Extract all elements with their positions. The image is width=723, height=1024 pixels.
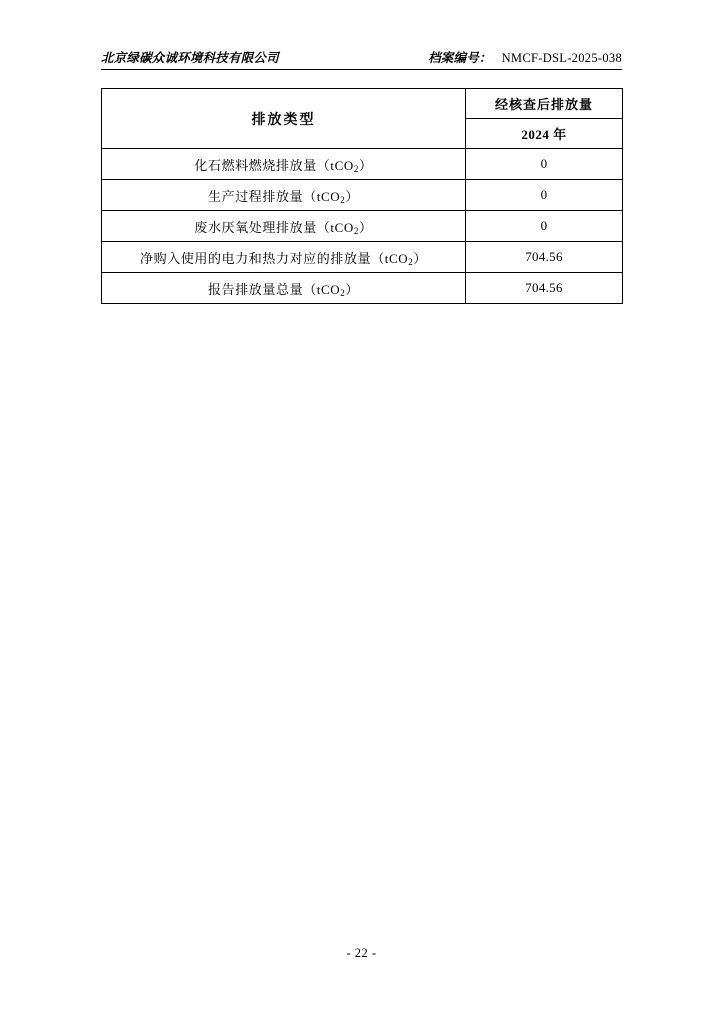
row-type-label xyxy=(102,273,466,304)
row-type-text: 净购入使用的电力和热力对应的排放量（tCO xyxy=(140,250,409,266)
archive-number: NMCF-DSL-2025-038 xyxy=(501,51,622,65)
table-row xyxy=(102,242,623,273)
row-type-subscript: 2 xyxy=(340,194,346,205)
table-header-row-1 xyxy=(102,89,623,119)
row-value: 0 xyxy=(466,149,623,180)
archive-info xyxy=(428,48,622,66)
row-type-suffix: ） xyxy=(358,157,373,173)
row-type-text: 化石燃料燃烧排放量（tCO xyxy=(194,157,354,173)
row-type-subscript: 2 xyxy=(353,163,359,174)
row-type-suffix: ） xyxy=(345,281,359,297)
table-row xyxy=(102,273,623,304)
table-row xyxy=(102,180,623,211)
row-type-subscript: 2 xyxy=(340,287,346,298)
row-value: 0 xyxy=(466,180,623,211)
row-type-label xyxy=(102,242,466,273)
table-row xyxy=(102,211,623,242)
row-type-text: 废水厌氧处理排放量（tCO xyxy=(194,219,354,235)
row-type-label xyxy=(102,180,466,211)
row-value: 704.56 xyxy=(466,273,623,304)
header-cell-value-year: 2024 年 xyxy=(466,119,623,149)
company-name: 北京绿碳众诚环境科技有限公司 xyxy=(101,51,279,65)
table-row xyxy=(102,149,623,180)
row-type-subscript: 2 xyxy=(408,256,414,267)
row-type-suffix: ） xyxy=(358,219,373,235)
emissions-table xyxy=(101,88,623,304)
row-value: 0 xyxy=(466,211,623,242)
page-footer xyxy=(0,946,723,961)
header-cell-value-group: 经核查后排放量 xyxy=(466,89,623,119)
row-value: 704.56 xyxy=(466,242,623,273)
row-type-text: 生产过程排放量（tCO xyxy=(208,188,341,204)
row-type-suffix: ） xyxy=(345,188,359,204)
header-divider xyxy=(101,69,622,70)
archive-label: 档案编号： xyxy=(428,51,492,65)
row-type-suffix: ） xyxy=(413,250,427,266)
header-cell-type: 排放类型 xyxy=(102,89,466,149)
row-type-label xyxy=(102,149,466,180)
row-type-text: 报告排放量总量（tCO xyxy=(208,281,341,297)
page-number: - 22 - xyxy=(346,946,377,960)
row-type-label xyxy=(102,211,466,242)
emissions-table-wrapper xyxy=(101,88,622,304)
page-header xyxy=(101,48,622,66)
row-type-subscript: 2 xyxy=(353,225,359,236)
